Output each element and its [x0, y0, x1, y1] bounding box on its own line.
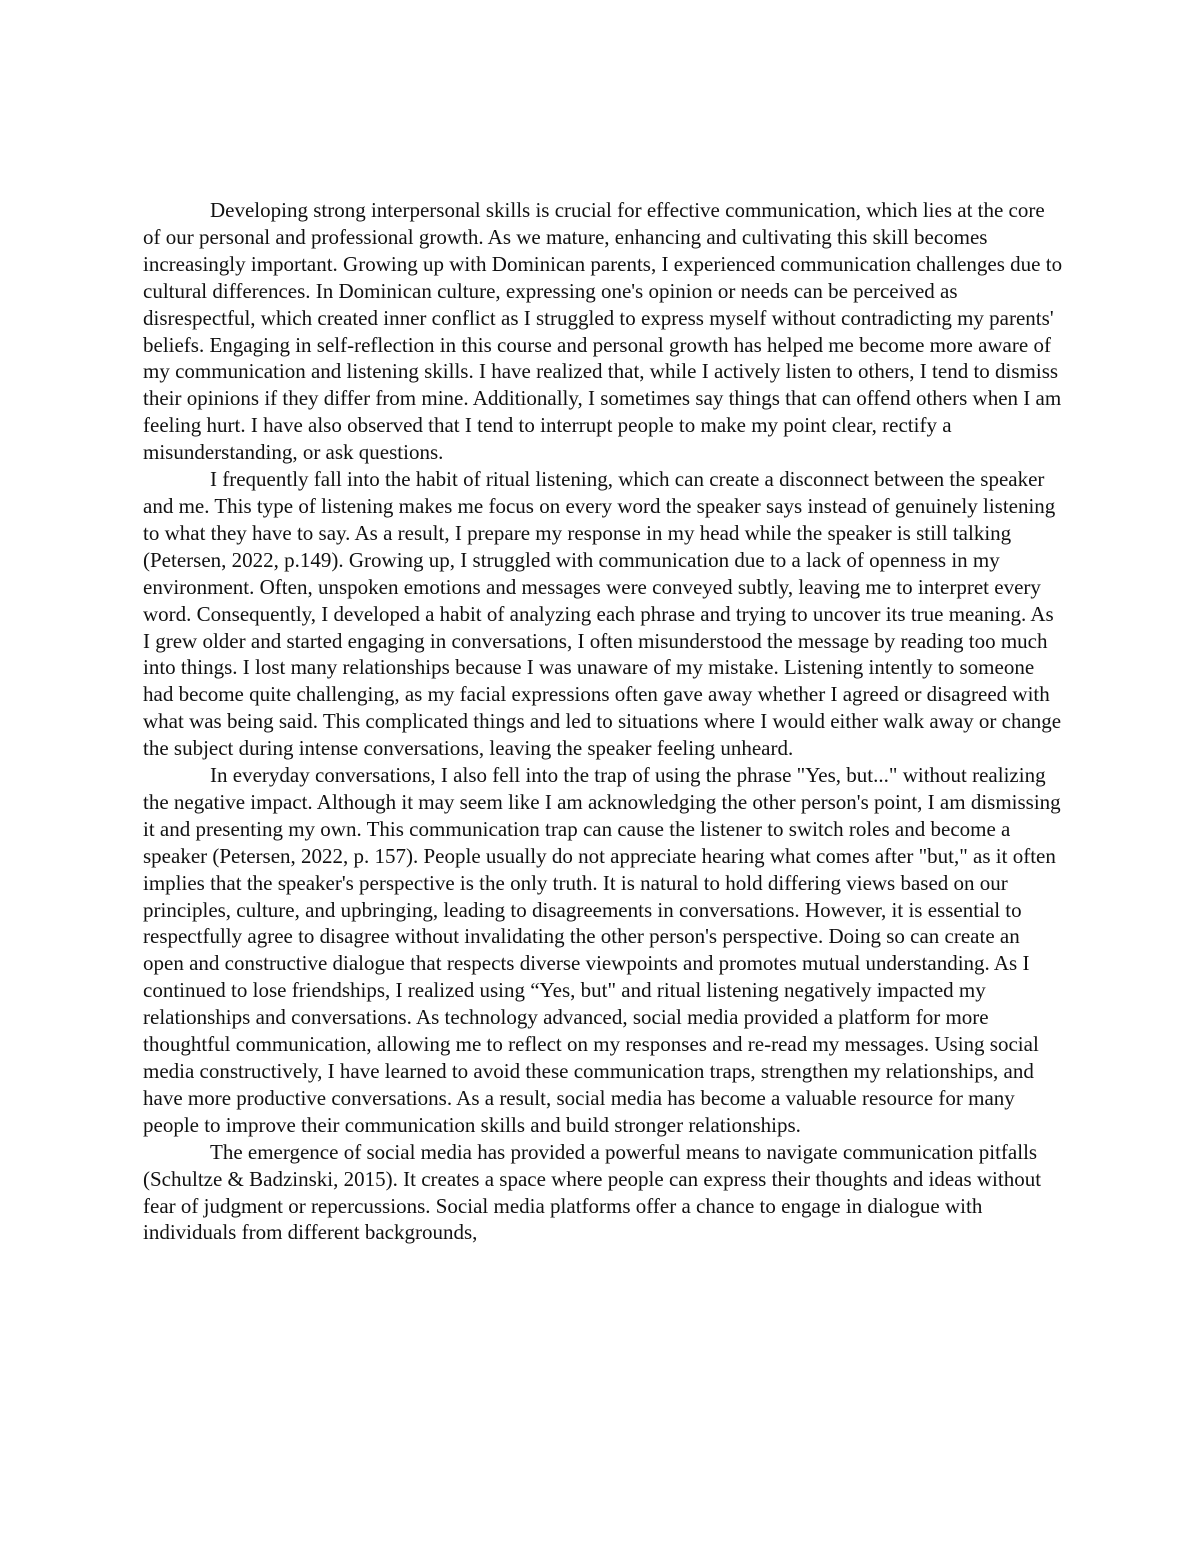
paragraph: Developing strong interpersonal skills is crucial for effective communication, which lies at the core of our personal and professional growth. As we mature, enhancing and cultivating this skill becomes increasingly important. Growing up with Dominican parents, I experienced communication challenges due to cultural differences. In Dominican culture, expressing one's opinion or needs can be perceived as disrespectful, which created inner conflict as I struggled to express myself without contradicting my parents' beliefs. Engaging in self-reflection in this course and personal growth has helped me become more aware of my communication and listening skills. I have realized that, while I actively listen to others, I tend to dismiss their opinions if they differ from mine. Additionally, I sometimes say things that can offend others when I am feeling hurt. I have also observed that I tend to interrupt people to make my point clear, rectify a misunderstanding, or ask questions. — [143, 198, 1063, 465]
paragraph: I frequently fall into the habit of ritual listening, which can create a disconnect between the speaker and me. This type of listening makes me focus on every word the speaker says instead of genuinely listening to what they have to say. As a result, I prepare my response in my head while the speaker is still talking (Petersen, 2022, p.149). Growing up, I struggled with communication due to a lack of openness in my environment. Often, unspoken emotions and messages were conveyed subtly, leaving me to interpret every word. Consequently, I developed a habit of analyzing each phrase and trying to uncover its true meaning. As I grew older and started engaging in conversations, I often misunderstood the message by reading too much into things. I lost many relationships because I was unaware of my mistake. Listening intently to someone had become quite challenging, as my facial expressions often gave away whether I agreed or disagreed with what was being said. This complicated things and led to situations where I would either walk away or change the subject during intense conversations, leaving the speaker feeling unheard. — [143, 467, 1062, 761]
paragraph: In everyday conversations, I also fell into the trap of using the phrase "Yes, but..." without realizing the negative impact. Although it may seem like I am acknowledging the other person's point, I am dismissing it and presenting my own. This communication trap can cause the listener to switch roles and become a speaker (Petersen, 2022, p. 157). People usually do not appreciate hearing what comes after "but," as it often implies that the speaker's perspective is the only truth. It is natural to hold differing views based on our principles, culture, and upbringing, leading to disagreements in conversations. However, it is essential to respectfully agree to disagree without invalidating the other person's perspective. Doing so can create an open and constructive dialogue that respects diverse viewpoints and promotes mutual understanding. As I continued to lose friendships, I realized using “Yes, but" and ritual listening negatively impacted my relationships and conversations. As technology advanced, social media provided a platform for more thoughtful communication, allowing me to reflect on my responses and re-read my messages. Using social media constructively, I have learned to avoid these communication traps, strengthen my relationships, and have more productive conversations. As a result, social media has become a valuable resource for many people to improve their communication skills and build stronger relationships. — [143, 763, 1061, 1137]
paragraph: The emergence of social media has provided a powerful means to navigate communication pitfalls (Schultze & Badzinski, 2015). It creates a space where people can express their thoughts and ideas without fear of judgment or repercussions. Social media platforms offer a chance to engage in dialogue with individuals from different backgrounds, — [143, 1139, 1042, 1245]
document-body — [143, 197, 1063, 1246]
